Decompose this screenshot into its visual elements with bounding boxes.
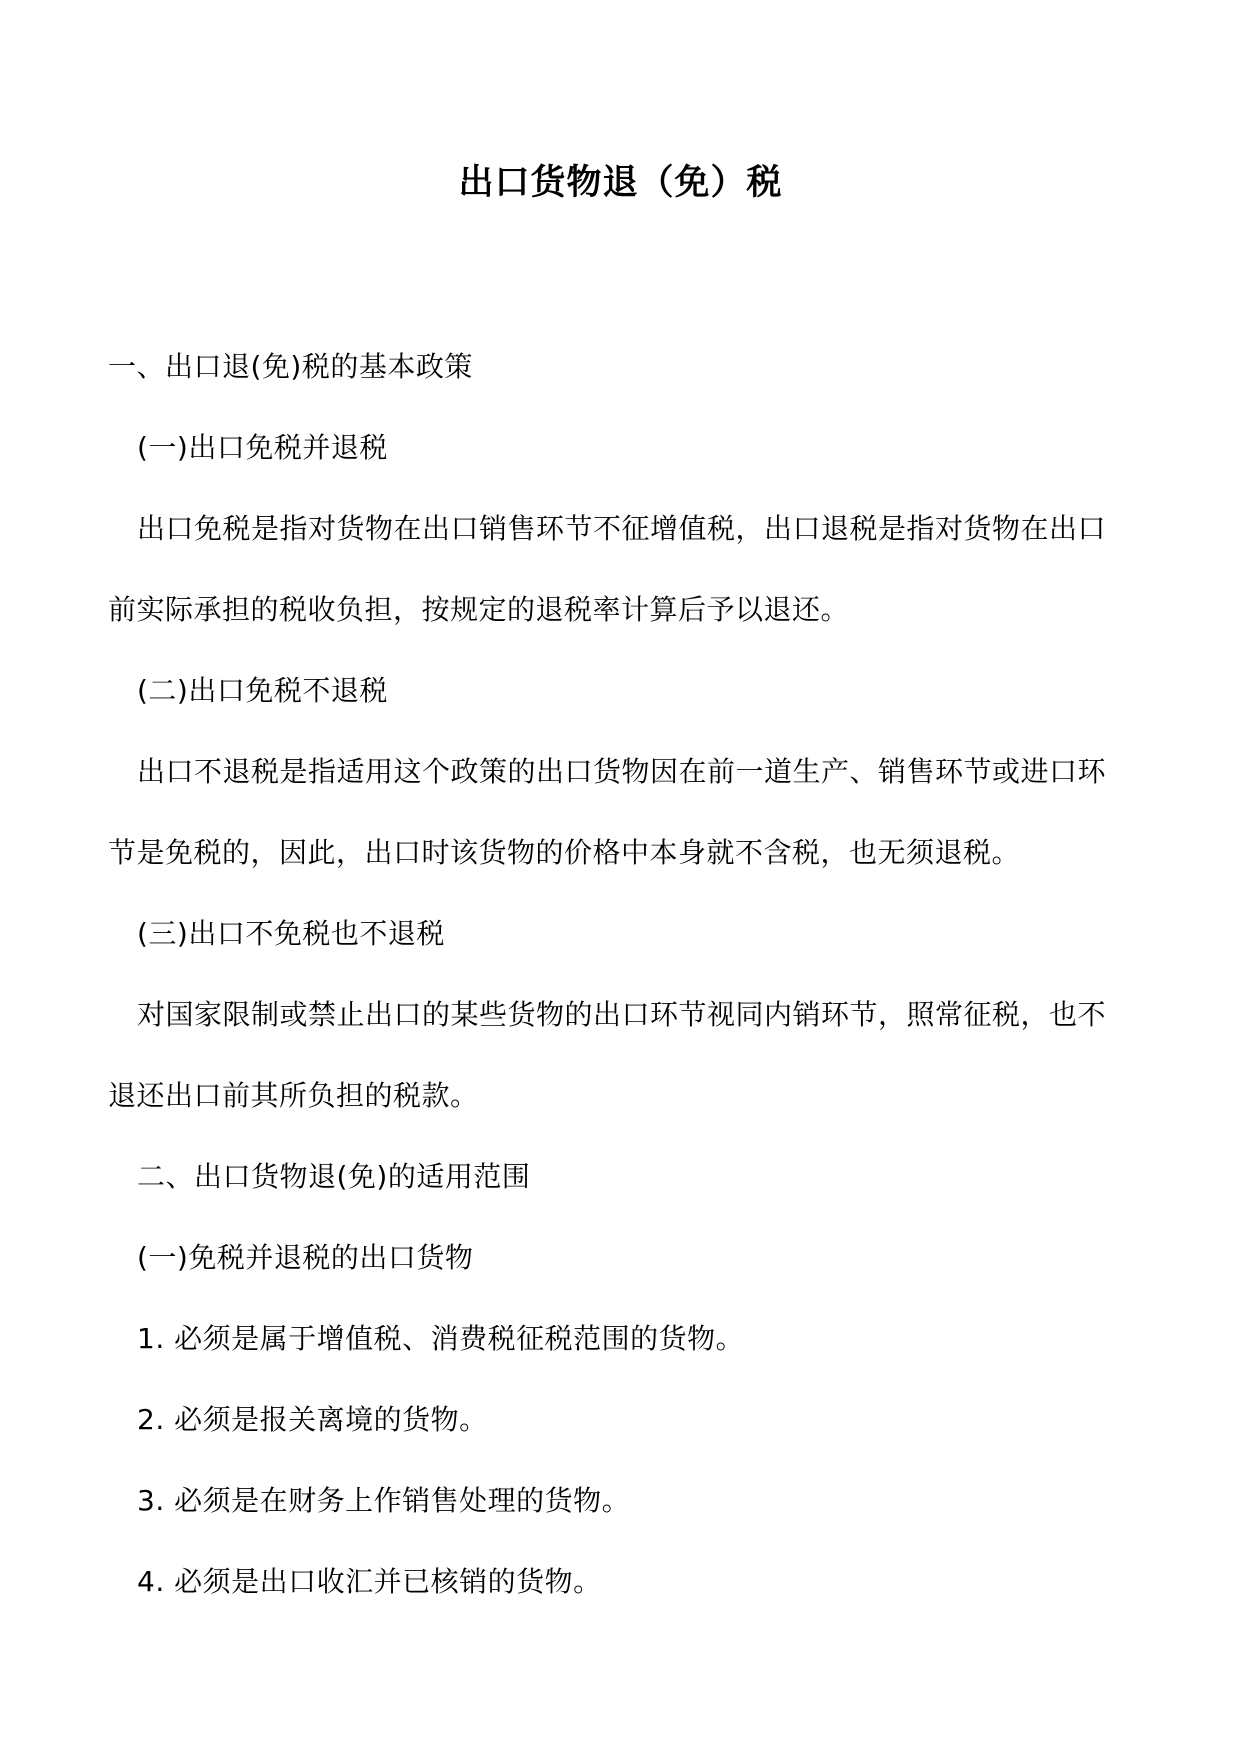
list-item: 4. 必须是出口收汇并已核销的货物。 [137,1565,602,1598]
paragraph-line: 节是免税的，因此，出口时该货物的价格中本身就不含税，也无须退税。 [108,836,1021,869]
paragraph-line: 退还出口前其所负担的税款。 [108,1079,479,1112]
paragraph-line: 出口不退税是指适用这个政策的出口货物因在前一道生产、销售环节或进口环 [137,755,1107,788]
section-heading-scope: 二、出口货物退(免)的适用范围 [137,1160,531,1193]
list-item: 1. 必须是属于增值税、消费税征税范围的货物。 [137,1322,745,1355]
paragraph-line: 出口免税是指对货物在出口销售环节不征增值税，出口退税是指对货物在出口 [137,512,1107,545]
subheading-exempt-and-refund: (一)出口免税并退税 [137,431,388,464]
subheading-exempt-refund-goods: (一)免税并退税的出口货物 [137,1241,474,1274]
subheading-no-exempt-no-refund: (三)出口不免税也不退税 [137,917,445,950]
list-item: 2. 必须是报关离境的货物。 [137,1403,488,1436]
paragraph-line: 前实际承担的税收负担，按规定的退税率计算后予以退还。 [108,593,850,626]
paragraph-line: 对国家限制或禁止出口的某些货物的出口环节视同内销环节，照常征税，也不 [137,998,1107,1031]
list-item: 3. 必须是在财务上作销售处理的货物。 [137,1484,631,1517]
subheading-exempt-no-refund: (二)出口免税不退税 [137,674,388,707]
section-heading-basic-policy: 一、出口退(免)税的基本政策 [108,350,473,383]
document-title: 出口货物退（免）税 [458,162,783,203]
